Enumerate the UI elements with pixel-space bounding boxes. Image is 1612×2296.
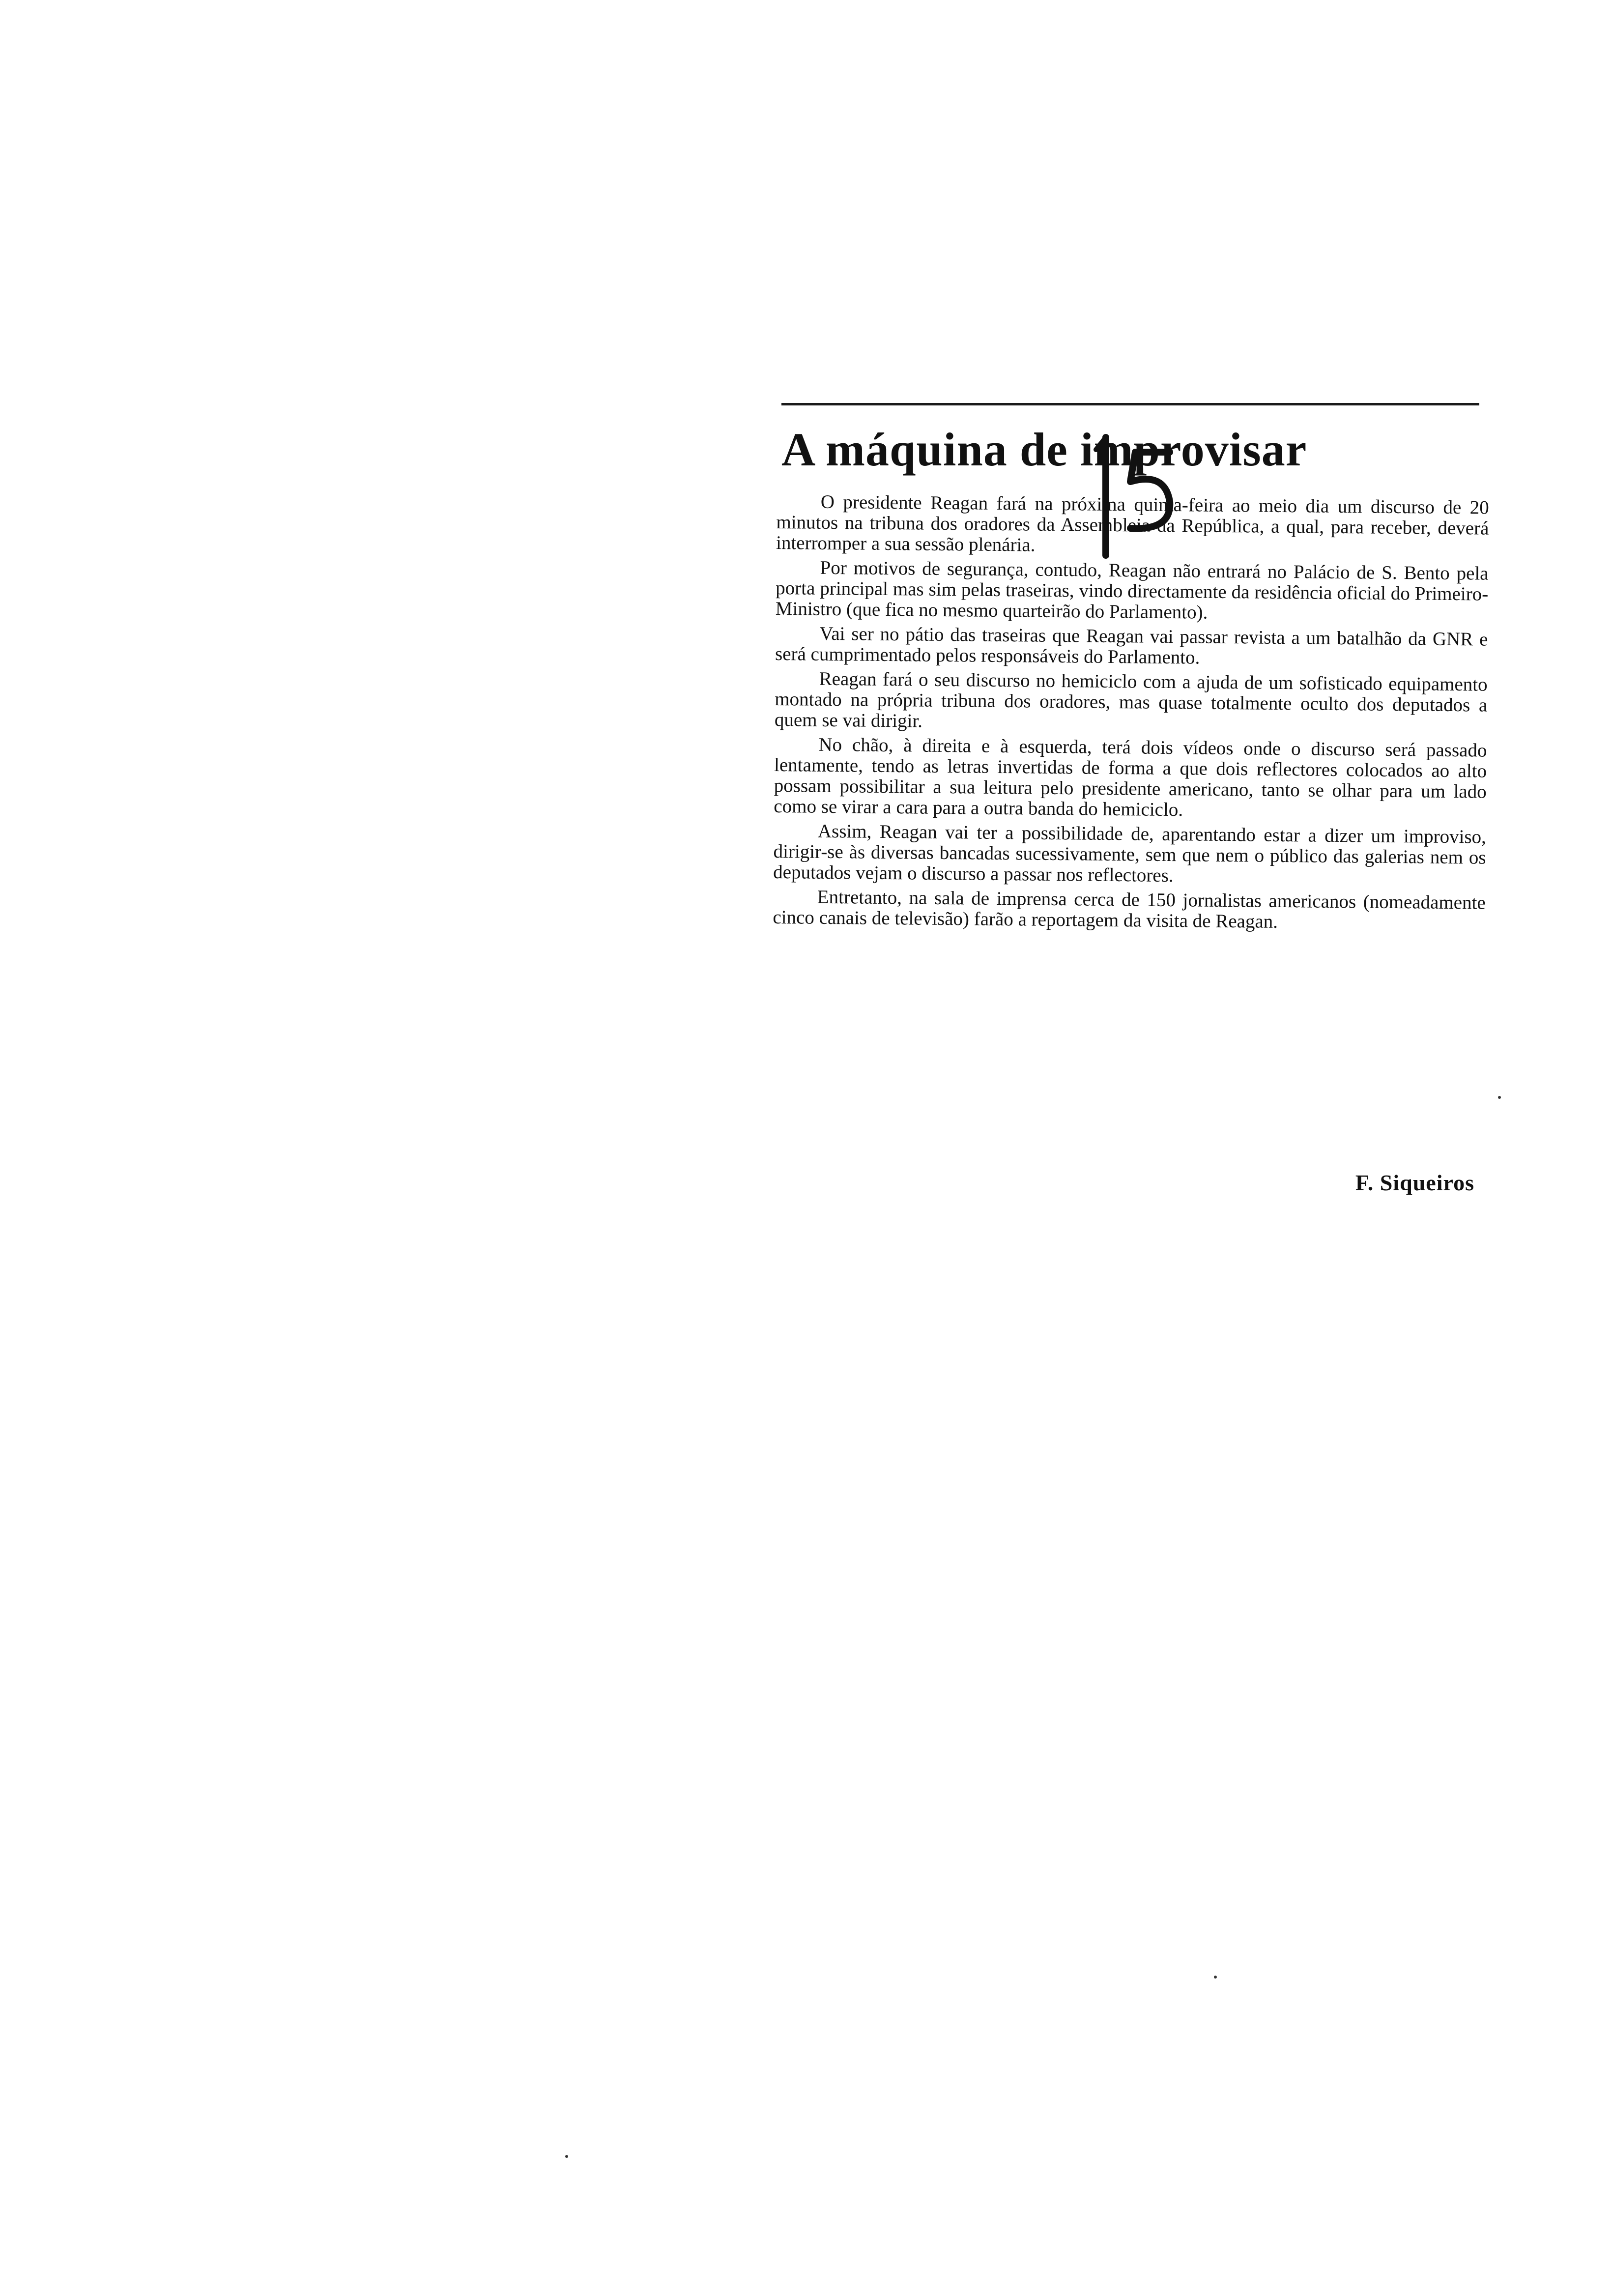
article-body — [773, 491, 1489, 938]
scan-speck — [1498, 1096, 1501, 1099]
scan-speck — [565, 2155, 568, 2158]
article-paragraph: Vai ser no pátio das traseiras que Reagan vai passar revista a um batalhão da GNR e será cumprimentado pelos responsáveis do Parlamento. — [775, 623, 1488, 668]
article-paragraph: No chão, à direita e à esquerda, terá dois vídeos onde o discurso será passado lentamente, tendo as letras invertidas de forma a que dois reflectores colocados ao alto possam possibilitar a sua leitura pelo presidente americano, tanto se olhar para um lado como se virar a cara para a outra banda do hemiciclo. — [774, 734, 1487, 821]
article-paragraph: Entretanto, na sala de imprensa cerca de 150 jornalistas americanos (nomeadamente cinco canais de televisão) farão a reportagem da visita de Reagan. — [773, 886, 1486, 932]
article-headline: A máquina de improvisar — [781, 423, 1307, 476]
article-paragraph: Assim, Reagan vai ter a possibilidade de, aparentando estar a dizer um improviso, dirigir-se às diversas bancadas sucessivamente, sem que nem o público das galerias nem os deputados vejam o discurso a passar nos reflectores. — [773, 820, 1487, 887]
article-paragraph: Por motivos de segurança, contudo, Reagan não entrará no Palácio de S. Bento pela porta principal mas sim pelas traseiras, vindo directamente da residência oficial do Primeiro-Ministro (que fica no mesmo quarteirão do Parlamento). — [775, 557, 1489, 623]
article-paragraph: Reagan fará o seu discurso no hemiciclo com a ajuda de um sofisticado equipamento montado na própria tribuna dos oradores, mas quase totalmente oculto dos deputados a quem se vai dirigir. — [774, 668, 1488, 732]
article-paragraph: O presidente Reagan fará na próxima quinta-feira ao meio dia um discurso de 20 minutos na tribuna dos oradores da Assembleia da República, a qual, para receber, deverá interromper a sua sessão plenária. — [776, 491, 1489, 556]
scan-speck — [1214, 1976, 1217, 1979]
article-byline: F. Siqueiros — [1355, 1170, 1474, 1195]
top-rule — [781, 403, 1479, 405]
